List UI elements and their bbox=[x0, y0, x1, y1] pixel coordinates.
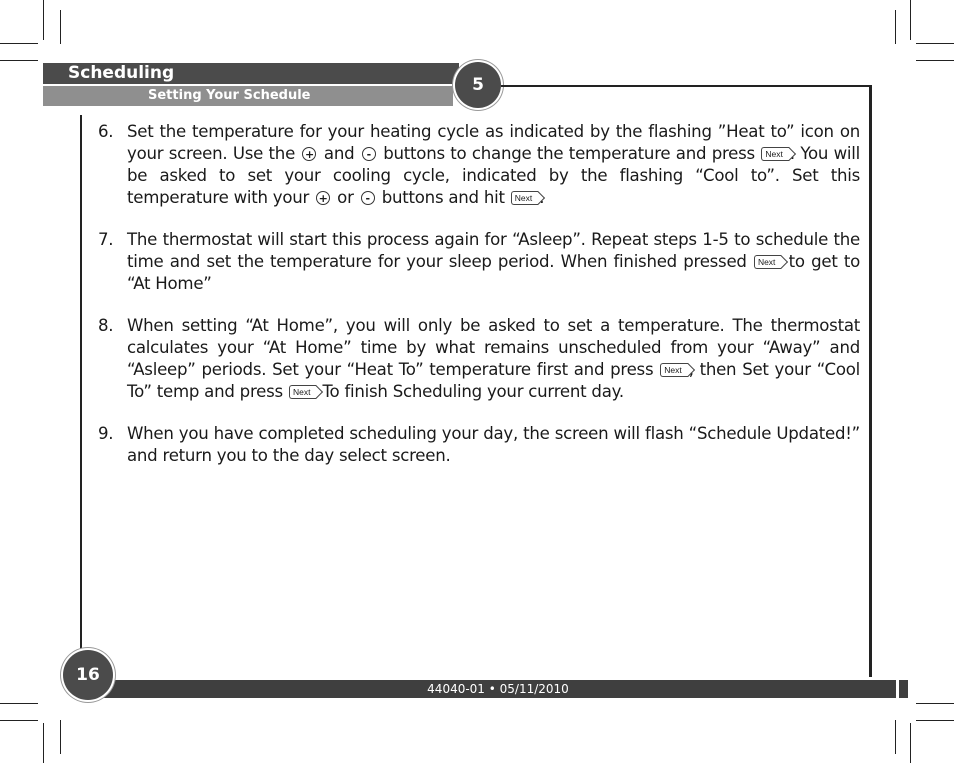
crop-mark bbox=[916, 60, 954, 61]
step-9 bbox=[98, 423, 860, 467]
frame-line bbox=[869, 85, 872, 677]
minus-button-icon: - bbox=[362, 147, 376, 161]
step-text-part: . bbox=[539, 188, 545, 207]
step-text-part: . You will be asked to set your cooling cycle, indicated by the flashing “Cool to”. Set this temperature with your bbox=[127, 144, 861, 207]
next-button-icon: Next bbox=[754, 255, 781, 269]
step-text-part: To finish Scheduling your current day. bbox=[317, 382, 624, 401]
crop-mark bbox=[910, 723, 911, 763]
crop-mark bbox=[60, 10, 61, 44]
instructions-body bbox=[98, 121, 860, 487]
plus-button-icon: + bbox=[316, 191, 330, 205]
step-text bbox=[127, 121, 860, 209]
next-button-icon: Next bbox=[660, 363, 687, 377]
next-button-icon: Next bbox=[511, 191, 538, 205]
step-text-part: or bbox=[332, 188, 359, 207]
section-subtitle: Setting Your Schedule bbox=[148, 88, 311, 103]
crop-mark bbox=[60, 720, 61, 754]
minus-button-icon: - bbox=[361, 191, 375, 205]
crop-mark bbox=[0, 43, 38, 44]
next-button-icon: Next bbox=[761, 147, 788, 161]
step-7 bbox=[98, 229, 860, 295]
step-text bbox=[127, 423, 860, 467]
crop-mark bbox=[43, 723, 44, 763]
step-number: 8. bbox=[98, 316, 114, 335]
step-text-part: The thermostat will start this process again for “Asleep”. Repeat steps 1-5 to schedule the time and set the temperature for your sleep period. When finished pressed bbox=[127, 230, 860, 271]
step-text-part: , then Set your “Cool To” temp and press bbox=[127, 360, 860, 401]
step-text-part: buttons and hit bbox=[376, 188, 510, 207]
step-text bbox=[127, 229, 860, 295]
plus-button-icon: + bbox=[302, 147, 316, 161]
page-number-badge: 16 bbox=[63, 650, 113, 700]
crop-mark bbox=[895, 720, 896, 754]
step-number: 6. bbox=[98, 122, 114, 141]
step-text-part: When setting “At Home”, you will only be asked to set a temperature. The thermostat calculates your “At Home” time by what remains unscheduled from your “Away” and “Asleep” periods. Set your “Heat To” temperature first and press bbox=[127, 316, 860, 379]
document-code: 44040-01 • 05/11/2010 bbox=[427, 682, 569, 696]
next-button-icon: Next bbox=[289, 385, 316, 399]
step-text-part: buttons to change the temperature and press bbox=[377, 144, 761, 163]
crop-mark bbox=[910, 0, 911, 40]
crop-mark bbox=[43, 0, 44, 40]
frame-line bbox=[80, 115, 82, 657]
crop-mark bbox=[916, 703, 954, 704]
step-6 bbox=[98, 121, 860, 209]
crop-mark bbox=[0, 60, 38, 61]
step-text-part: to get to “At Home” bbox=[127, 252, 860, 293]
crop-mark bbox=[895, 10, 896, 44]
step-text-part: Set the temperature for your heating cycle as indicated by the flashing ”Heat to” icon on your screen. Use the bbox=[127, 122, 860, 163]
step-number: 9. bbox=[98, 424, 114, 443]
crop-mark bbox=[916, 720, 954, 721]
crop-mark bbox=[0, 720, 38, 721]
step-text-part: and bbox=[318, 144, 360, 163]
footer-bar-end bbox=[899, 680, 908, 698]
chapter-number-badge: 5 bbox=[455, 62, 501, 108]
step-text-part: When you have completed scheduling your day, the screen will flash “Schedule Updated!” and return you to the day select screen. bbox=[127, 424, 860, 465]
crop-mark bbox=[916, 43, 954, 44]
step-8 bbox=[98, 315, 860, 403]
crop-mark bbox=[0, 703, 38, 704]
section-title: Scheduling bbox=[68, 63, 175, 83]
frame-line bbox=[501, 85, 872, 87]
step-number: 7. bbox=[98, 230, 114, 249]
step-text bbox=[127, 315, 860, 403]
